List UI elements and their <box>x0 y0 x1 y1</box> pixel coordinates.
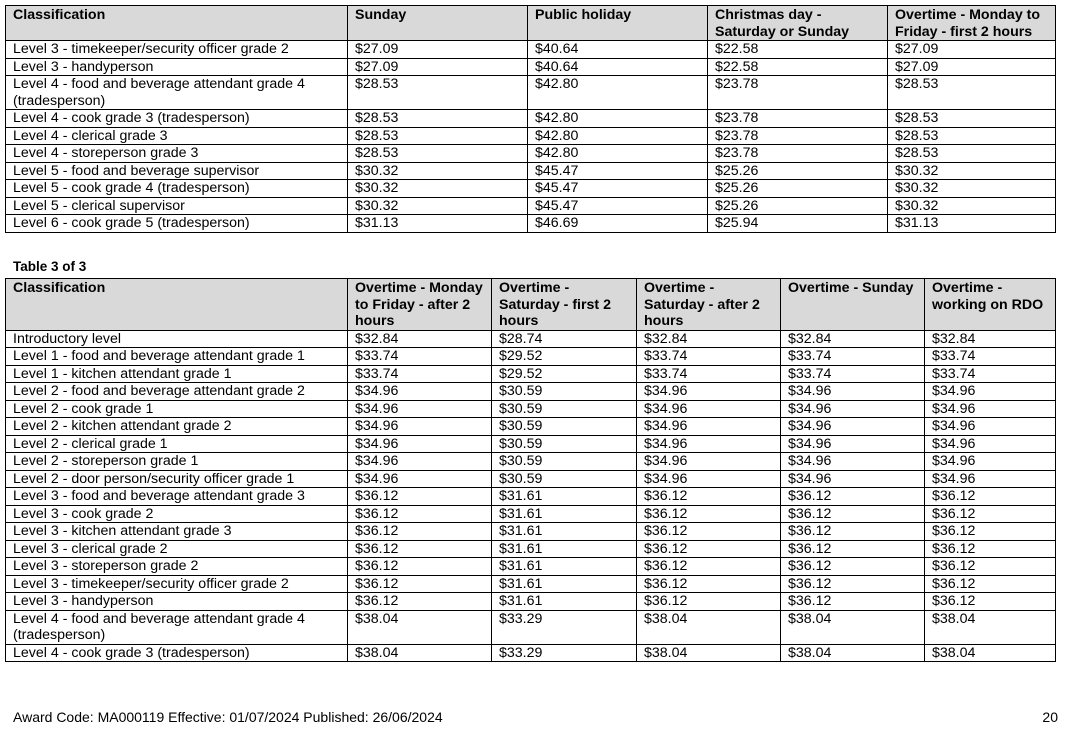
rate-cell: $30.59 <box>492 453 637 471</box>
rate-cell: $33.29 <box>492 610 637 644</box>
rate-cell: $34.96 <box>348 418 492 436</box>
rate-cell: $30.59 <box>492 470 637 488</box>
classification-cell: Level 3 - storeperson grade 2 <box>6 558 348 576</box>
rate-cell: $25.26 <box>708 197 888 215</box>
rate-cell: $36.12 <box>348 593 492 611</box>
rate-cell: $30.32 <box>888 162 1056 180</box>
rate-cell: $36.12 <box>637 558 781 576</box>
classification-cell: Level 4 - food and beverage attendant grade 4 (tradesperson) <box>6 610 348 644</box>
rate-cell: $38.04 <box>348 644 492 662</box>
page-number: 20 <box>1042 709 1058 725</box>
classification-cell: Level 3 - cook grade 2 <box>6 505 348 523</box>
rate-cell: $34.96 <box>348 453 492 471</box>
rate-cell: $36.12 <box>925 505 1056 523</box>
table-row <box>6 470 1056 488</box>
header-overtime-sunday: Overtime - Sunday <box>781 279 925 331</box>
rate-cell: $33.74 <box>781 348 925 366</box>
rate-cell: $36.12 <box>348 523 492 541</box>
rate-cell: $36.12 <box>781 488 925 506</box>
rate-cell: $31.61 <box>492 505 637 523</box>
rate-cell: $23.78 <box>708 127 888 145</box>
rate-cell: $36.12 <box>925 593 1056 611</box>
rate-cell: $34.96 <box>348 470 492 488</box>
table-row <box>6 145 1056 163</box>
header-overtime-saturday-after-2: Overtime - Saturday - after 2 hours <box>637 279 781 331</box>
classification-cell: Level 1 - food and beverage attendant grade 1 <box>6 348 348 366</box>
table-header-row <box>6 6 1056 41</box>
classification-cell: Level 5 - clerical supervisor <box>6 197 348 215</box>
table-row <box>6 644 1056 662</box>
classification-cell: Level 2 - food and beverage attendant grade 2 <box>6 383 348 401</box>
table-body <box>6 41 1056 233</box>
rate-cell: $28.53 <box>348 127 528 145</box>
rate-cell: $38.04 <box>637 610 781 644</box>
rate-cell: $28.74 <box>492 330 637 348</box>
rate-cell: $34.96 <box>348 383 492 401</box>
table-row <box>6 127 1056 145</box>
classification-cell: Level 3 - food and beverage attendant grade 3 <box>6 488 348 506</box>
classification-cell: Level 3 - timekeeper/security officer grade 2 <box>6 41 348 59</box>
rate-cell: $36.12 <box>925 575 1056 593</box>
rate-cell: $27.09 <box>888 58 1056 76</box>
rate-cell: $34.96 <box>637 470 781 488</box>
rate-cell: $40.64 <box>528 58 708 76</box>
rate-cell: $36.12 <box>637 540 781 558</box>
rate-cell: $36.12 <box>781 523 925 541</box>
table-row <box>6 365 1056 383</box>
rate-cell: $45.47 <box>528 197 708 215</box>
table-row <box>6 593 1056 611</box>
table-row <box>6 110 1056 128</box>
rate-cell: $34.96 <box>637 400 781 418</box>
table-row <box>6 215 1056 233</box>
header-overtime-rdo: Overtime - working on RDO <box>925 279 1056 331</box>
classification-cell: Level 2 - kitchen attendant grade 2 <box>6 418 348 436</box>
rate-cell: $36.12 <box>925 558 1056 576</box>
table-row <box>6 76 1056 110</box>
classification-cell: Level 4 - cook grade 3 (tradesperson) <box>6 110 348 128</box>
rate-cell: $32.84 <box>925 330 1056 348</box>
rate-cell: $34.96 <box>637 453 781 471</box>
table-header-row <box>6 279 1056 331</box>
classification-cell: Level 2 - cook grade 1 <box>6 400 348 418</box>
header-public-holiday: Public holiday <box>528 6 708 41</box>
classification-cell: Level 3 - timekeeper/security officer grade 2 <box>6 575 348 593</box>
rate-cell: $34.96 <box>925 418 1056 436</box>
rate-cell: $38.04 <box>781 610 925 644</box>
rate-cell: $34.96 <box>781 470 925 488</box>
rate-cell: $34.96 <box>781 383 925 401</box>
rate-cell: $36.12 <box>781 575 925 593</box>
rate-cell: $42.80 <box>528 76 708 110</box>
table-row <box>6 348 1056 366</box>
rate-cell: $32.84 <box>637 330 781 348</box>
table-row <box>6 505 1056 523</box>
rate-cell: $34.96 <box>925 400 1056 418</box>
rate-cell: $27.09 <box>348 41 528 59</box>
rate-cell: $33.74 <box>637 365 781 383</box>
rate-cell: $36.12 <box>925 488 1056 506</box>
rate-cell: $36.12 <box>781 558 925 576</box>
rate-cell: $30.32 <box>888 180 1056 198</box>
rate-cell: $28.53 <box>888 145 1056 163</box>
table-row <box>6 400 1056 418</box>
rate-cell: $22.58 <box>708 41 888 59</box>
rate-cell: $40.64 <box>528 41 708 59</box>
rate-cell: $30.32 <box>348 180 528 198</box>
classification-cell: Level 4 - clerical grade 3 <box>6 127 348 145</box>
header-sunday: Sunday <box>348 6 528 41</box>
rate-cell: $27.09 <box>888 41 1056 59</box>
rate-cell: $33.74 <box>348 365 492 383</box>
table-body <box>6 330 1056 662</box>
rate-cell: $31.61 <box>492 558 637 576</box>
rate-cell: $36.12 <box>348 488 492 506</box>
rate-cell: $38.04 <box>925 644 1056 662</box>
header-overtime-weekday-first-2: Overtime - Monday to Friday - first 2 hours <box>888 6 1056 41</box>
overtime-rates-table <box>5 278 1056 662</box>
classification-cell: Level 6 - cook grade 5 (tradesperson) <box>6 215 348 233</box>
rate-cell: $38.04 <box>348 610 492 644</box>
table-row <box>6 330 1056 348</box>
classification-cell: Level 4 - food and beverage attendant grade 4 (tradesperson) <box>6 76 348 110</box>
rate-cell: $30.59 <box>492 435 637 453</box>
table-title: Table 3 of 3 <box>13 259 87 274</box>
table-row <box>6 162 1056 180</box>
rate-cell: $42.80 <box>528 127 708 145</box>
classification-cell: Level 3 - handyperson <box>6 58 348 76</box>
table-row <box>6 488 1056 506</box>
rate-cell: $45.47 <box>528 180 708 198</box>
classification-cell: Level 4 - cook grade 3 (tradesperson) <box>6 644 348 662</box>
rate-cell: $33.74 <box>637 348 781 366</box>
rate-cell: $34.96 <box>348 435 492 453</box>
rate-cell: $36.12 <box>781 505 925 523</box>
rate-cell: $36.12 <box>925 540 1056 558</box>
rate-cell: $25.26 <box>708 162 888 180</box>
rate-cell: $42.80 <box>528 110 708 128</box>
rate-cell: $28.53 <box>348 145 528 163</box>
rate-cell: $34.96 <box>925 435 1056 453</box>
classification-cell: Level 2 - door person/security officer grade 1 <box>6 470 348 488</box>
rate-cell: $36.12 <box>637 488 781 506</box>
rate-cell: $25.26 <box>708 180 888 198</box>
classification-cell: Level 1 - kitchen attendant grade 1 <box>6 365 348 383</box>
rate-cell: $25.94 <box>708 215 888 233</box>
rate-cell: $33.74 <box>348 348 492 366</box>
footer-award-info: Award Code: MA000119 Effective: 01/07/2024 Published: 26/06/2024 <box>13 709 443 725</box>
rate-cell: $28.53 <box>348 110 528 128</box>
rate-cell: $38.04 <box>637 644 781 662</box>
classification-cell: Level 2 - storeperson grade 1 <box>6 453 348 471</box>
classification-cell: Level 5 - cook grade 4 (tradesperson) <box>6 180 348 198</box>
rate-cell: $33.74 <box>925 365 1056 383</box>
rate-cell: $23.78 <box>708 145 888 163</box>
table-row <box>6 58 1056 76</box>
rate-cell: $36.12 <box>348 575 492 593</box>
rate-cell: $34.96 <box>637 418 781 436</box>
rate-cell: $31.13 <box>348 215 528 233</box>
rate-cell: $31.61 <box>492 488 637 506</box>
rate-cell: $28.53 <box>348 76 528 110</box>
table-row <box>6 558 1056 576</box>
rate-cell: $34.96 <box>925 383 1056 401</box>
rate-cell: $34.96 <box>925 453 1056 471</box>
rate-cell: $32.84 <box>348 330 492 348</box>
rate-cell: $34.96 <box>781 453 925 471</box>
rate-cell: $38.04 <box>925 610 1056 644</box>
rate-cell: $45.47 <box>528 162 708 180</box>
table-row <box>6 453 1056 471</box>
rate-cell: $23.78 <box>708 76 888 110</box>
rate-cell: $30.59 <box>492 383 637 401</box>
rate-cell: $30.32 <box>348 162 528 180</box>
table-row <box>6 383 1056 401</box>
rate-cell: $30.59 <box>492 400 637 418</box>
rate-cell: $36.12 <box>637 505 781 523</box>
header-overtime-weekday-after-2: Overtime - Monday to Friday - after 2 hours <box>348 279 492 331</box>
rate-cell: $31.61 <box>492 593 637 611</box>
rate-cell: $38.04 <box>781 644 925 662</box>
rate-cell: $46.69 <box>528 215 708 233</box>
rate-cell: $28.53 <box>888 76 1056 110</box>
rate-cell: $36.12 <box>348 558 492 576</box>
rate-cell: $36.12 <box>781 540 925 558</box>
rate-cell: $31.61 <box>492 575 637 593</box>
classification-cell: Introductory level <box>6 330 348 348</box>
rate-cell: $27.09 <box>348 58 528 76</box>
rate-cell: $36.12 <box>348 540 492 558</box>
table-row <box>6 180 1056 198</box>
rate-cell: $31.13 <box>888 215 1056 233</box>
rate-cell: $36.12 <box>637 575 781 593</box>
rate-cell: $33.74 <box>925 348 1056 366</box>
table-row <box>6 540 1056 558</box>
header-overtime-saturday-first-2: Overtime - Saturday - first 2 hours <box>492 279 637 331</box>
table-row <box>6 523 1056 541</box>
rate-cell: $33.29 <box>492 644 637 662</box>
rate-cell: $34.96 <box>781 418 925 436</box>
table-row <box>6 575 1056 593</box>
rate-cell: $30.59 <box>492 418 637 436</box>
rate-cell: $29.52 <box>492 348 637 366</box>
classification-cell: Level 3 - clerical grade 2 <box>6 540 348 558</box>
rate-cell: $36.12 <box>348 505 492 523</box>
rate-cell: $30.32 <box>888 197 1056 215</box>
rate-cell: $29.52 <box>492 365 637 383</box>
classification-cell: Level 3 - kitchen attendant grade 3 <box>6 523 348 541</box>
classification-cell: Level 2 - clerical grade 1 <box>6 435 348 453</box>
table-row <box>6 435 1056 453</box>
rate-cell: $34.96 <box>348 400 492 418</box>
rate-cell: $34.96 <box>781 400 925 418</box>
rate-cell: $36.12 <box>637 593 781 611</box>
header-christmas-day: Christmas day - Saturday or Sunday <box>708 6 888 41</box>
rate-cell: $32.84 <box>781 330 925 348</box>
rate-cell: $23.78 <box>708 110 888 128</box>
header-classification: Classification <box>6 279 348 331</box>
table-row <box>6 197 1056 215</box>
table-row <box>6 610 1056 644</box>
rate-cell: $42.80 <box>528 145 708 163</box>
rate-cell: $30.32 <box>348 197 528 215</box>
rate-cell: $36.12 <box>637 523 781 541</box>
rate-cell: $34.96 <box>781 435 925 453</box>
rate-cell: $33.74 <box>781 365 925 383</box>
table-row <box>6 418 1056 436</box>
rate-cell: $34.96 <box>925 470 1056 488</box>
rate-cell: $34.96 <box>637 383 781 401</box>
rate-cell: $31.61 <box>492 523 637 541</box>
table-row <box>6 41 1056 59</box>
rate-cell: $34.96 <box>637 435 781 453</box>
classification-cell: Level 4 - storeperson grade 3 <box>6 145 348 163</box>
classification-cell: Level 3 - handyperson <box>6 593 348 611</box>
rate-cell: $22.58 <box>708 58 888 76</box>
header-classification: Classification <box>6 6 348 41</box>
classification-cell: Level 5 - food and beverage supervisor <box>6 162 348 180</box>
rate-cell: $28.53 <box>888 110 1056 128</box>
rate-cell: $36.12 <box>925 523 1056 541</box>
pay-rates-table-continued <box>5 5 1056 233</box>
rate-cell: $36.12 <box>781 593 925 611</box>
rate-cell: $28.53 <box>888 127 1056 145</box>
rate-cell: $31.61 <box>492 540 637 558</box>
